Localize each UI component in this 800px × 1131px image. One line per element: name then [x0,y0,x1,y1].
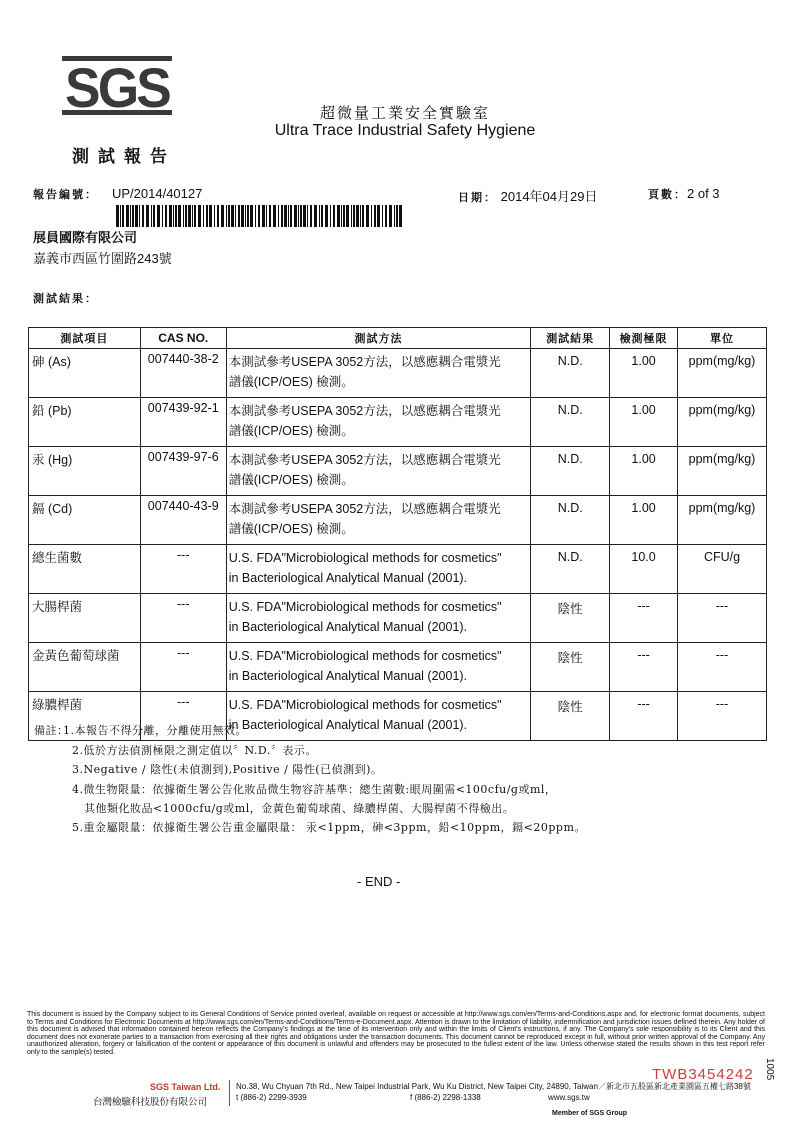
table-cell-cas: --- [140,692,226,741]
table-cell-unit: ppm(mg/kg) [678,447,767,496]
table-cell-result: N.D. [531,545,610,594]
table-cell-limit: --- [610,692,678,741]
table-row [29,643,767,692]
method-line-1: 本測試參考USEPA 3052方法，以感應耦合電漿光 [228,453,501,467]
table-cell-cas: 007439-92-1 [140,398,226,447]
method-line-2: 譜儀(ICP/OES) 檢測。 [228,424,354,438]
table-cell-item: 綠膿桿菌 [29,692,141,741]
note-4-continued: 其他類化妝品<1000cfu/g或ml，金黃色葡萄球菌、綠膿桿菌、大腸桿菌不得檢出。 [84,802,515,815]
table-cell-limit: 10.0 [610,545,678,594]
lab-name-en: Ultra Trace Industrial Safety Hygiene [274,122,536,139]
table-cell-cas: 007440-43-9 [140,496,226,545]
table-cell-limit: --- [610,643,678,692]
table-cell-unit: --- [678,594,767,643]
method-line-2: in Bacteriological Analytical Manual (2001). [228,620,468,634]
report-date-value: 2014年04月29日 [500,189,598,204]
notes-label: 備註： [34,724,69,737]
method-line-1: 本測試參考USEPA 3052方法，以感應耦合電漿光 [228,355,501,369]
method-line-2: in Bacteriological Analytical Manual (2001). [228,718,468,732]
header-result: 測試結果 [531,328,610,349]
note-1: 1.本報告不得分離，分離使用無效。 [63,724,247,737]
table-cell-item: 大腸桿菌 [29,594,141,643]
footer-web: www.sgs.tw [548,1093,590,1102]
header-test-method: 測試方法 [226,328,531,349]
footer-fax: f (886-2) 2298-1338 [410,1093,481,1102]
header-cas-no: CAS NO. [140,328,226,349]
footer-divider [229,1080,230,1106]
table-cell-method [226,643,531,692]
table-row [29,349,767,398]
report-date-label: 日期： [458,191,497,204]
table-cell-item: 金黃色葡萄球菌 [29,643,141,692]
method-line-2: 譜儀(ICP/OES) 檢測。 [228,522,354,536]
barcode [116,205,402,227]
table-row [29,496,767,545]
end-mark: - END - [357,874,401,889]
svg-text:SGS: SGS [65,56,171,118]
table-cell-result: N.D. [531,447,610,496]
table-cell-unit: ppm(mg/kg) [678,349,767,398]
report-title: 測試報告 [72,147,176,167]
table-row [29,447,767,496]
footer-address: No.38, Wu Chyuan 7th Rd., New Taipei Industrial Park, Wu Ku District, New Taipei City, 24890, Taiwan／新北市五股區新北產業園區五權七路38號 [236,1082,751,1091]
method-line-1: 本測試參考USEPA 3052方法，以感應耦合電漿光 [228,404,501,418]
document-code: TWB3454242 [652,1066,754,1083]
table-cell-method [226,545,531,594]
method-line-1: U.S. FDA"Microbiological methods for cosmetics" [228,649,502,663]
method-line-1: U.S. FDA"Microbiological methods for cosmetics" [228,551,502,565]
method-line-2: in Bacteriological Analytical Manual (2001). [228,669,468,683]
table-cell-cas: --- [140,643,226,692]
method-line-2: in Bacteriological Analytical Manual (2001). [228,571,468,585]
report-number [33,186,202,202]
footer-company-en: SGS Taiwan Ltd. [150,1082,221,1092]
side-number: 1005 [764,1058,775,1081]
table-cell-unit: CFU/g [678,545,767,594]
table-cell-method [226,398,531,447]
table-cell-method [226,349,531,398]
page-count-value: 2 of 3 [687,186,720,201]
table-cell-cas: 007440-38-2 [140,349,226,398]
table-cell-unit: --- [678,643,767,692]
table-cell-unit: --- [678,692,767,741]
table-cell-limit: 1.00 [610,447,678,496]
header-unit: 單位 [678,328,767,349]
table-cell-item: 鉛 (Pb) [29,398,141,447]
table-cell-limit: 1.00 [610,349,678,398]
footer-tel: t (886-2) 2299-3939 [236,1093,307,1102]
table-cell-cas: --- [140,545,226,594]
footer-company-cn: 台灣檢驗科技股份有限公司 [93,1097,208,1108]
method-line-1: U.S. FDA"Microbiological methods for cosmetics" [228,698,502,712]
note-4: 4.微生物限量：依據衛生署公告化妝品微生物容許基準：總生菌數:眼周圍需<100cfu/g或ml， [72,783,557,796]
legal-disclaimer: This document is issued by the Company subject to its General Conditions of Service printed overleaf, available on request or accessible at http://www.sgs.com/en/Terms-and-Conditions.aspx and, for electronic format documents, subject to Terms and Conditions for Electronic Documents at http://www.sgs.com/en/Terms-and-Conditions/Terms-e-Document.aspx. Attention is drawn to the limitation of liability, indemnification and jurisdiction issues defined therein. Any holder of this document is advised that information contained hereon reflects the Company's findings at the time of its intervention only and within the limits of Client's instructions, if any. The Company's sole responsibility is to its Client and this document does not exonerate parties to a transaction from exercising all their rights and obligations under the transaction documents. This document cannot be reproduced except in full, without prior written approval of the Company. Any unauthorized alteration, forgery or falsification of the content or appearance of this document is unlawful and offenders may be prosecuted to the fullest extent of the law. Unless otherwise stated the results shown in this test report refer only to the sample(s) tested. [27,1011,765,1056]
table-cell-result: N.D. [531,398,610,447]
table-cell-result: 陰性 [531,692,610,741]
table-row [29,545,767,594]
lab-name-cn: 超微量工業安全實驗室 [319,104,490,122]
sgs-logo [62,52,172,118]
table-cell-item: 汞 (Hg) [29,447,141,496]
results-table [28,327,767,741]
method-line-1: 本測試參考USEPA 3052方法，以感應耦合電漿光 [228,502,501,516]
method-line-2: 譜儀(ICP/OES) 檢測。 [228,375,354,389]
table-cell-method [226,447,531,496]
table-cell-unit: ppm(mg/kg) [678,496,767,545]
table-cell-result: 陰性 [531,643,610,692]
report-number-label: 報告編號： [33,188,98,201]
report-date [458,186,597,205]
header-detection-limit: 檢測極限 [610,328,678,349]
table-header-row [29,328,767,349]
note-3: 3.Negative / 陰性(未偵測到),Positive / 陽性(已偵測到)。 [72,763,383,776]
header-test-item: 測試項目 [29,328,141,349]
table-cell-method [226,692,531,741]
table-cell-limit: 1.00 [610,496,678,545]
table-row [29,594,767,643]
table-cell-item: 鎘 (Cd) [29,496,141,545]
client-address: 嘉義市西區竹圍路243號 [33,251,172,266]
table-cell-result: N.D. [531,496,610,545]
page-count [648,186,720,202]
client-name: 展員國際有限公司 [33,230,138,245]
note-5: 5.重金屬限量：依據衛生署公告重金屬限量： 汞<1ppm，砷<3ppm，鉛<10ppm，鎘<20ppm。 [72,821,586,834]
report-number-value: UP/2014/40127 [112,186,203,201]
table-cell-result: N.D. [531,349,610,398]
table-cell-limit: 1.00 [610,398,678,447]
note-2: 2.低於方法偵測極限之測定值以〞N.D.〞表示。 [72,744,317,757]
method-line-1: U.S. FDA"Microbiological methods for cosmetics" [228,600,502,614]
table-cell-unit: ppm(mg/kg) [678,398,767,447]
method-line-2: 譜儀(ICP/OES) 檢測。 [228,473,354,487]
table-row [29,398,767,447]
table-cell-item: 總生菌數 [29,545,141,594]
table-cell-item: 砷 (As) [29,349,141,398]
table-cell-method [226,496,531,545]
table-cell-cas: 007439-97-6 [140,447,226,496]
table-cell-limit: --- [610,594,678,643]
page-count-label: 頁數： [648,188,687,201]
table-cell-method [226,594,531,643]
table-cell-result: 陰性 [531,594,610,643]
results-label: 測試結果： [33,292,98,305]
table-cell-cas: --- [140,594,226,643]
footer-member: Member of SGS Group [552,1110,628,1117]
